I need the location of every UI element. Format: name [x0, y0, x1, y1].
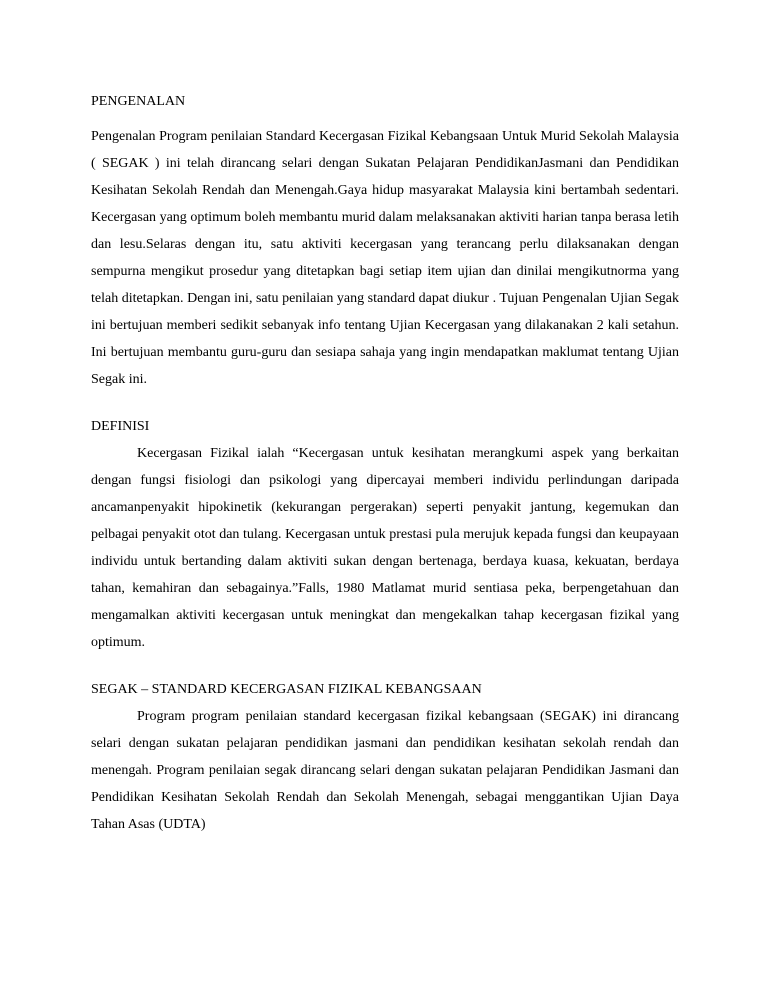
spacer	[91, 393, 679, 413]
paragraph-definisi: Kecergasan Fizikal ialah “Kecergasan untuk kesihatan merangkumi aspek yang berkaitan dengan fungsi fisiologi dan psikologi yang dipercayai memberi individu perlindungan daripada ancamanpenyakit hipokinetik (kekurangan pergerakan) seperti penyakit jantung, kegemukan dan pelbagai penyakit otot dan tulang. Kecergasan untuk prestasi pula merujuk kepada fungsi dan keupayaan individu untuk bertanding dalam aktiviti sukan dengan bertenaga, berdaya kuasa, kekuatan, berdaya tahan, kemahiran dan sebagainya.”Falls, 1980 Matlamat murid sentiasa peka, berpengetahuan dan mengamalkan aktiviti kecergasan untuk meningkat dan mengekalkan tahap kecergasan fizikal yang optimum.	[91, 446, 679, 650]
document-page	[91, 88, 679, 838]
section-heading-definisi: DEFINISI	[91, 419, 150, 434]
paragraph-segak: Program program penilaian standard kecergasan fizikal kebangsaan (SEGAK) ini dirancang selari dengan sukatan pelajaran pendidikan jasmani dan pendidikan kesihatan sekolah rendah dan menengah. Program penilaian segak dirancang selari dengan sukatan pelajaran Pendidikan Jasmani dan Pendidikan Kesihatan Sekolah Rendah dan Sekolah Menengah, sebagai menggantikan Ujian Daya Tahan Asas (UDTA)	[91, 709, 679, 832]
spacer	[91, 656, 679, 676]
section-heading-segak: SEGAK – STANDARD KECERGASAN FIZIKAL KEBANGSAAN	[91, 682, 482, 697]
section-heading-pengenalan: PENGENALAN	[91, 94, 186, 109]
spacer	[91, 115, 679, 123]
paragraph-pengenalan: Pengenalan Program penilaian Standard Kecergasan Fizikal Kebangsaan Untuk Murid Sekolah Malaysia ( SEGAK ) ini telah dirancang selari dengan Sukatan Pelajaran PendidikanJasmani dan Pendidikan Kesihatan Sekolah Rendah dan Menengah.Gaya hidup masyarakat Malaysia kini bertambah sedentari. Kecergasan yang optimum boleh membantu murid dalam melaksanakan aktiviti harian tanpa berasa letih dan lesu.Selaras dengan itu, satu aktiviti kecergasan yang terancang perlu dilaksanakan dengan sempurna mengikut prosedur yang ditetapkan bagi setiap item ujian dan dinilai mengikutnorma yang telah ditetapkan. Dengan ini, satu penilaian yang standard dapat diukur . Tujuan Pengenalan Ujian Segak ini bertujuan memberi sedikit sebanyak info tentang Ujian Kecergasan yang dilakanakan 2 kali setahun. Ini bertujuan membantu guru-guru dan sesiapa sahaja yang ingin mendapatkan maklumat tentang Ujian Segak ini.	[91, 129, 679, 387]
